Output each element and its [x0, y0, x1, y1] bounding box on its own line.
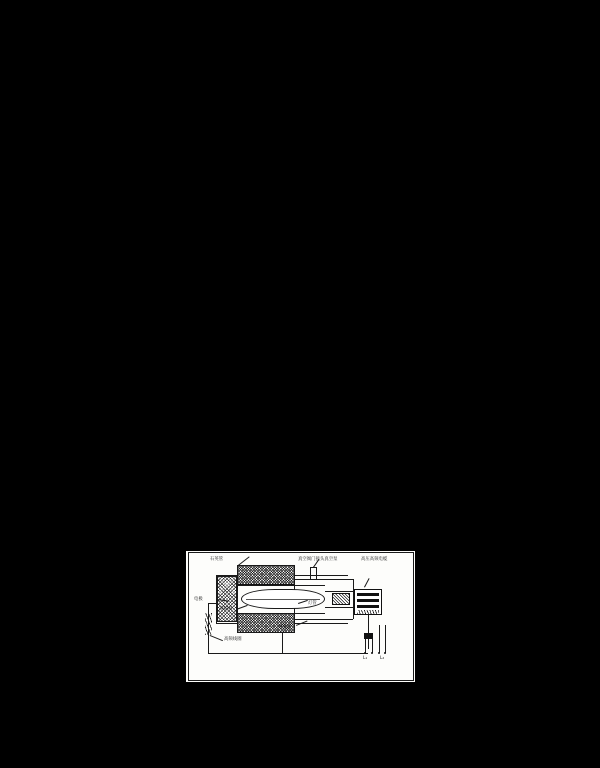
terminal-dot-right [371, 652, 373, 654]
terminal-lead-left [365, 639, 366, 653]
lamp-tap-line [282, 633, 283, 653]
leader-hv-cable [364, 578, 370, 587]
hf-module-coil [357, 610, 379, 614]
terminal-lead-far-left [379, 625, 380, 653]
vacuum-stub-right [316, 567, 317, 579]
loop-top-stub [208, 603, 217, 604]
loop-bottom-horizontal [208, 653, 368, 654]
neck-top-line [295, 579, 353, 580]
label-bottom-mid: 绝缘套 [278, 625, 292, 630]
figure-frame-right [413, 552, 414, 681]
terminal-label-right: L₂ [380, 656, 385, 661]
label-top-right: 高压高频电缆 [361, 557, 388, 562]
label-left-inner: 冷却水 [219, 607, 233, 612]
cooling-water-line-bottom [237, 613, 325, 614]
figure-frame-left [188, 552, 189, 681]
neck-bottom-line [295, 619, 353, 620]
hf-module-bar-3 [357, 605, 379, 608]
cooling-water-line-top [237, 585, 325, 586]
hf-cable-down [368, 615, 369, 649]
terminal-dot-far-left [378, 652, 380, 654]
terminal-label-left: L₁ [363, 656, 368, 661]
vacuum-stub-left [310, 567, 311, 579]
figure-frame-bottom [188, 680, 414, 681]
insulating-sleeve [332, 593, 350, 605]
neck-inner-bottom [325, 607, 355, 608]
terminal-lead-far-right [385, 625, 386, 653]
terminal-lead-right [372, 639, 373, 653]
hf-module-bar-1 [357, 593, 379, 596]
label-bottom-left: 高频线圈 [224, 637, 242, 642]
label-center-right: 灯管 [308, 601, 317, 606]
hf-coil [205, 613, 212, 635]
leader-hf-coil [210, 635, 223, 641]
hf-module-bar-2 [357, 599, 379, 602]
lamp-tube-axis [246, 599, 320, 600]
figure-frame-top [188, 552, 414, 553]
label-top-middle: 真空阀门接头真空泵 [298, 557, 338, 562]
neck-inner-top [325, 591, 355, 592]
terminal-dot-far-right [384, 652, 386, 654]
figure-lamp-schematic [186, 551, 415, 682]
label-top-left: 石英管 [210, 557, 224, 562]
label-left-outer: 电极 [194, 597, 203, 602]
